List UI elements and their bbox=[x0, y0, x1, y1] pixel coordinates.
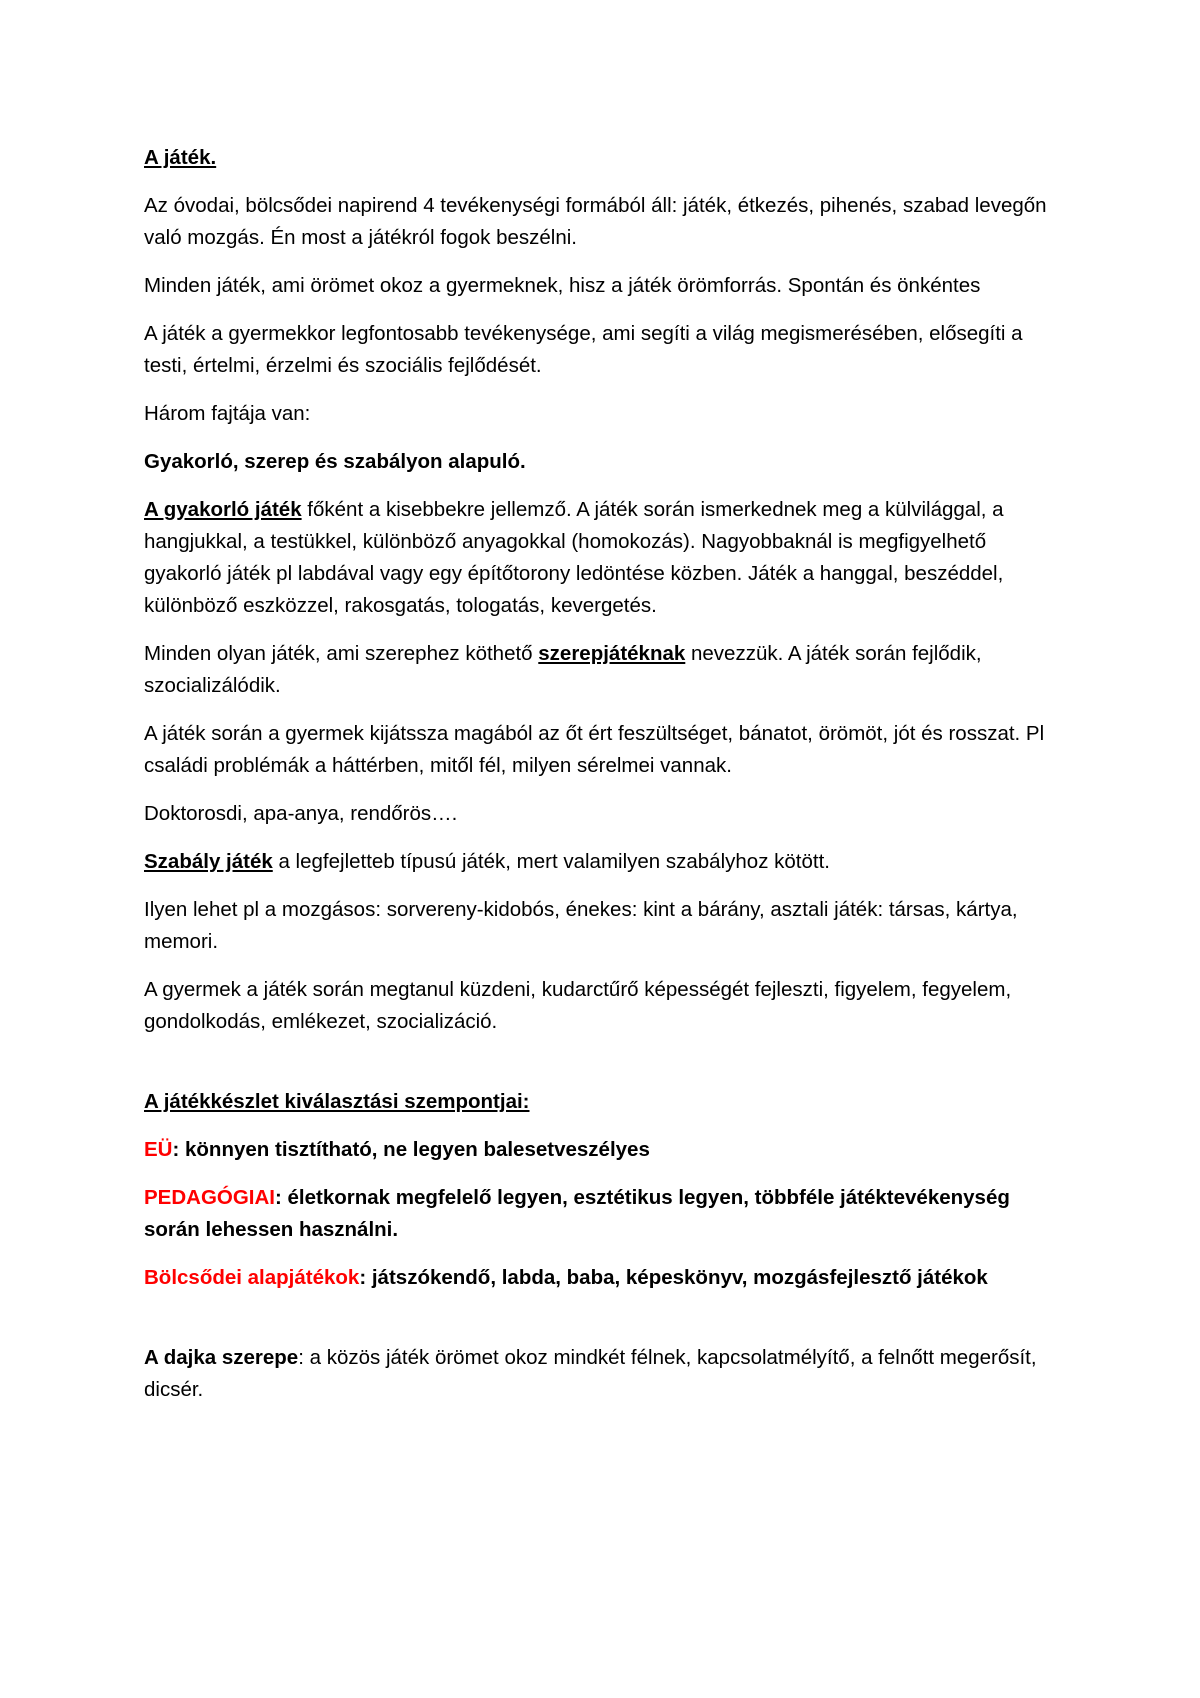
criterion-pedagogiai-text: : életkornak megfelelő legyen, esztétikus legyen, többféle játéktevékenység során lehessen használni. bbox=[144, 1186, 1010, 1241]
dajka-label: A dajka szerepe bbox=[144, 1346, 299, 1369]
paragraph-gyakorlo-jatek bbox=[144, 494, 1064, 622]
paragraph-kijatszas: A játék során a gyermek kijátssza magából az őt ért feszültséget, bánatot, örömöt, jót és rosszat. Pl családi problémák a háttérben, mitől fél, milyen sérelmei vannak. bbox=[144, 722, 1045, 777]
document-body bbox=[144, 142, 1064, 1422]
criterion-bolcsodei-text: : játszókendő, labda, baba, képeskönyv, mozgásfejlesztő játékok bbox=[359, 1266, 988, 1289]
paragraph-szabaly-jatek bbox=[144, 846, 1064, 878]
criterion-pedagogiai-label: PEDAGÓGIAI bbox=[144, 1186, 275, 1209]
paragraph-oromforras: Minden játék, ami örömet okoz a gyermeknek, hisz a játék örömforrás. Spontán és önkéntes bbox=[144, 274, 981, 297]
paragraph-napirend: Az óvodai, bölcsődei napirend 4 tevékenységi formából áll: játék, étkezés, pihenés, szabad levegőn való mozgás. Én most a játékról fogok beszélni. bbox=[144, 194, 1047, 249]
criterion-eu bbox=[144, 1134, 1064, 1166]
term-szabaly-jatek: Szabály játék bbox=[144, 850, 273, 873]
criterion-pedagogiai bbox=[144, 1182, 1064, 1246]
criterion-eu-text: : könnyen tisztítható, ne legyen balesetveszélyes bbox=[172, 1138, 650, 1161]
criterion-eu-label: EÜ bbox=[144, 1138, 173, 1161]
section-heading-jatekkeszlet: A játékkészlet kiválasztási szempontjai: bbox=[144, 1090, 530, 1113]
paragraph-gyakorlo-text: főként a kisebbekre jellemző. A játék során ismerkednek meg a külvilággal, a hangjukkal, a testükkel, különböző anyagokkal (homokozás). Nagyobbaknál is megfigyelhető gyakorló játék pl labdával vagy egy építőtorony ledöntése közben. Játék a hanggal, beszéddel, különböző eszközzel, rakosgatás, tologatás, kevergetés. bbox=[144, 498, 1004, 617]
criterion-bolcsodei bbox=[144, 1262, 1064, 1294]
paragraph-peldak: Doktorosdi, apa-anya, rendőrös…. bbox=[144, 802, 458, 825]
dajka-text: : a közös játék örömet okoz mindkét félnek, kapcsolatmélyítő, a felnőtt megerősít, dicsér. bbox=[144, 1346, 1037, 1401]
paragraph-szerepjatek bbox=[144, 638, 1064, 702]
paragraph-szerepjatek-before: Minden olyan játék, ami szerephez köthető bbox=[144, 642, 539, 665]
criterion-bolcsodei-label: Bölcsődei alapjátékok bbox=[144, 1266, 360, 1289]
term-szerepjatek: szerepjátéknak bbox=[538, 642, 686, 665]
paragraph-fejlesztes: A gyermek a játék során megtanul küzdeni, kudarctűrő képességét fejleszti, figyelem, fegyelem, gondolkodás, emlékezet, szocializáció. bbox=[144, 978, 1012, 1033]
paragraph-szerepjatek-after: nevezzük. A játék során fejlődik, szocializálódik. bbox=[144, 642, 982, 697]
paragraph-fajtak-list: Gyakorló, szerep és szabályon alapuló. bbox=[144, 450, 526, 473]
document-title: A játék. bbox=[144, 146, 217, 169]
paragraph-szabaly-text: a legfejletteb típusú játék, mert valamilyen szabályhoz kötött. bbox=[272, 850, 830, 873]
paragraph-szabaly-peldak: Ilyen lehet pl a mozgásos: sorvereny-kidobós, énekes: kint a bárány, asztali játék: társas, kártya, memori. bbox=[144, 898, 1018, 953]
paragraph-fajtak-intro: Három fajtája van: bbox=[144, 402, 311, 425]
paragraph-fontossag: A játék a gyermekkor legfontosabb tevékenysége, ami segíti a világ megismerésében, elősegíti a testi, értelmi, érzelmi és szociális fejlődését. bbox=[144, 322, 1023, 377]
term-gyakorlo-jatek: A gyakorló játék bbox=[144, 498, 302, 521]
paragraph-dajka-szerepe bbox=[144, 1342, 1064, 1406]
